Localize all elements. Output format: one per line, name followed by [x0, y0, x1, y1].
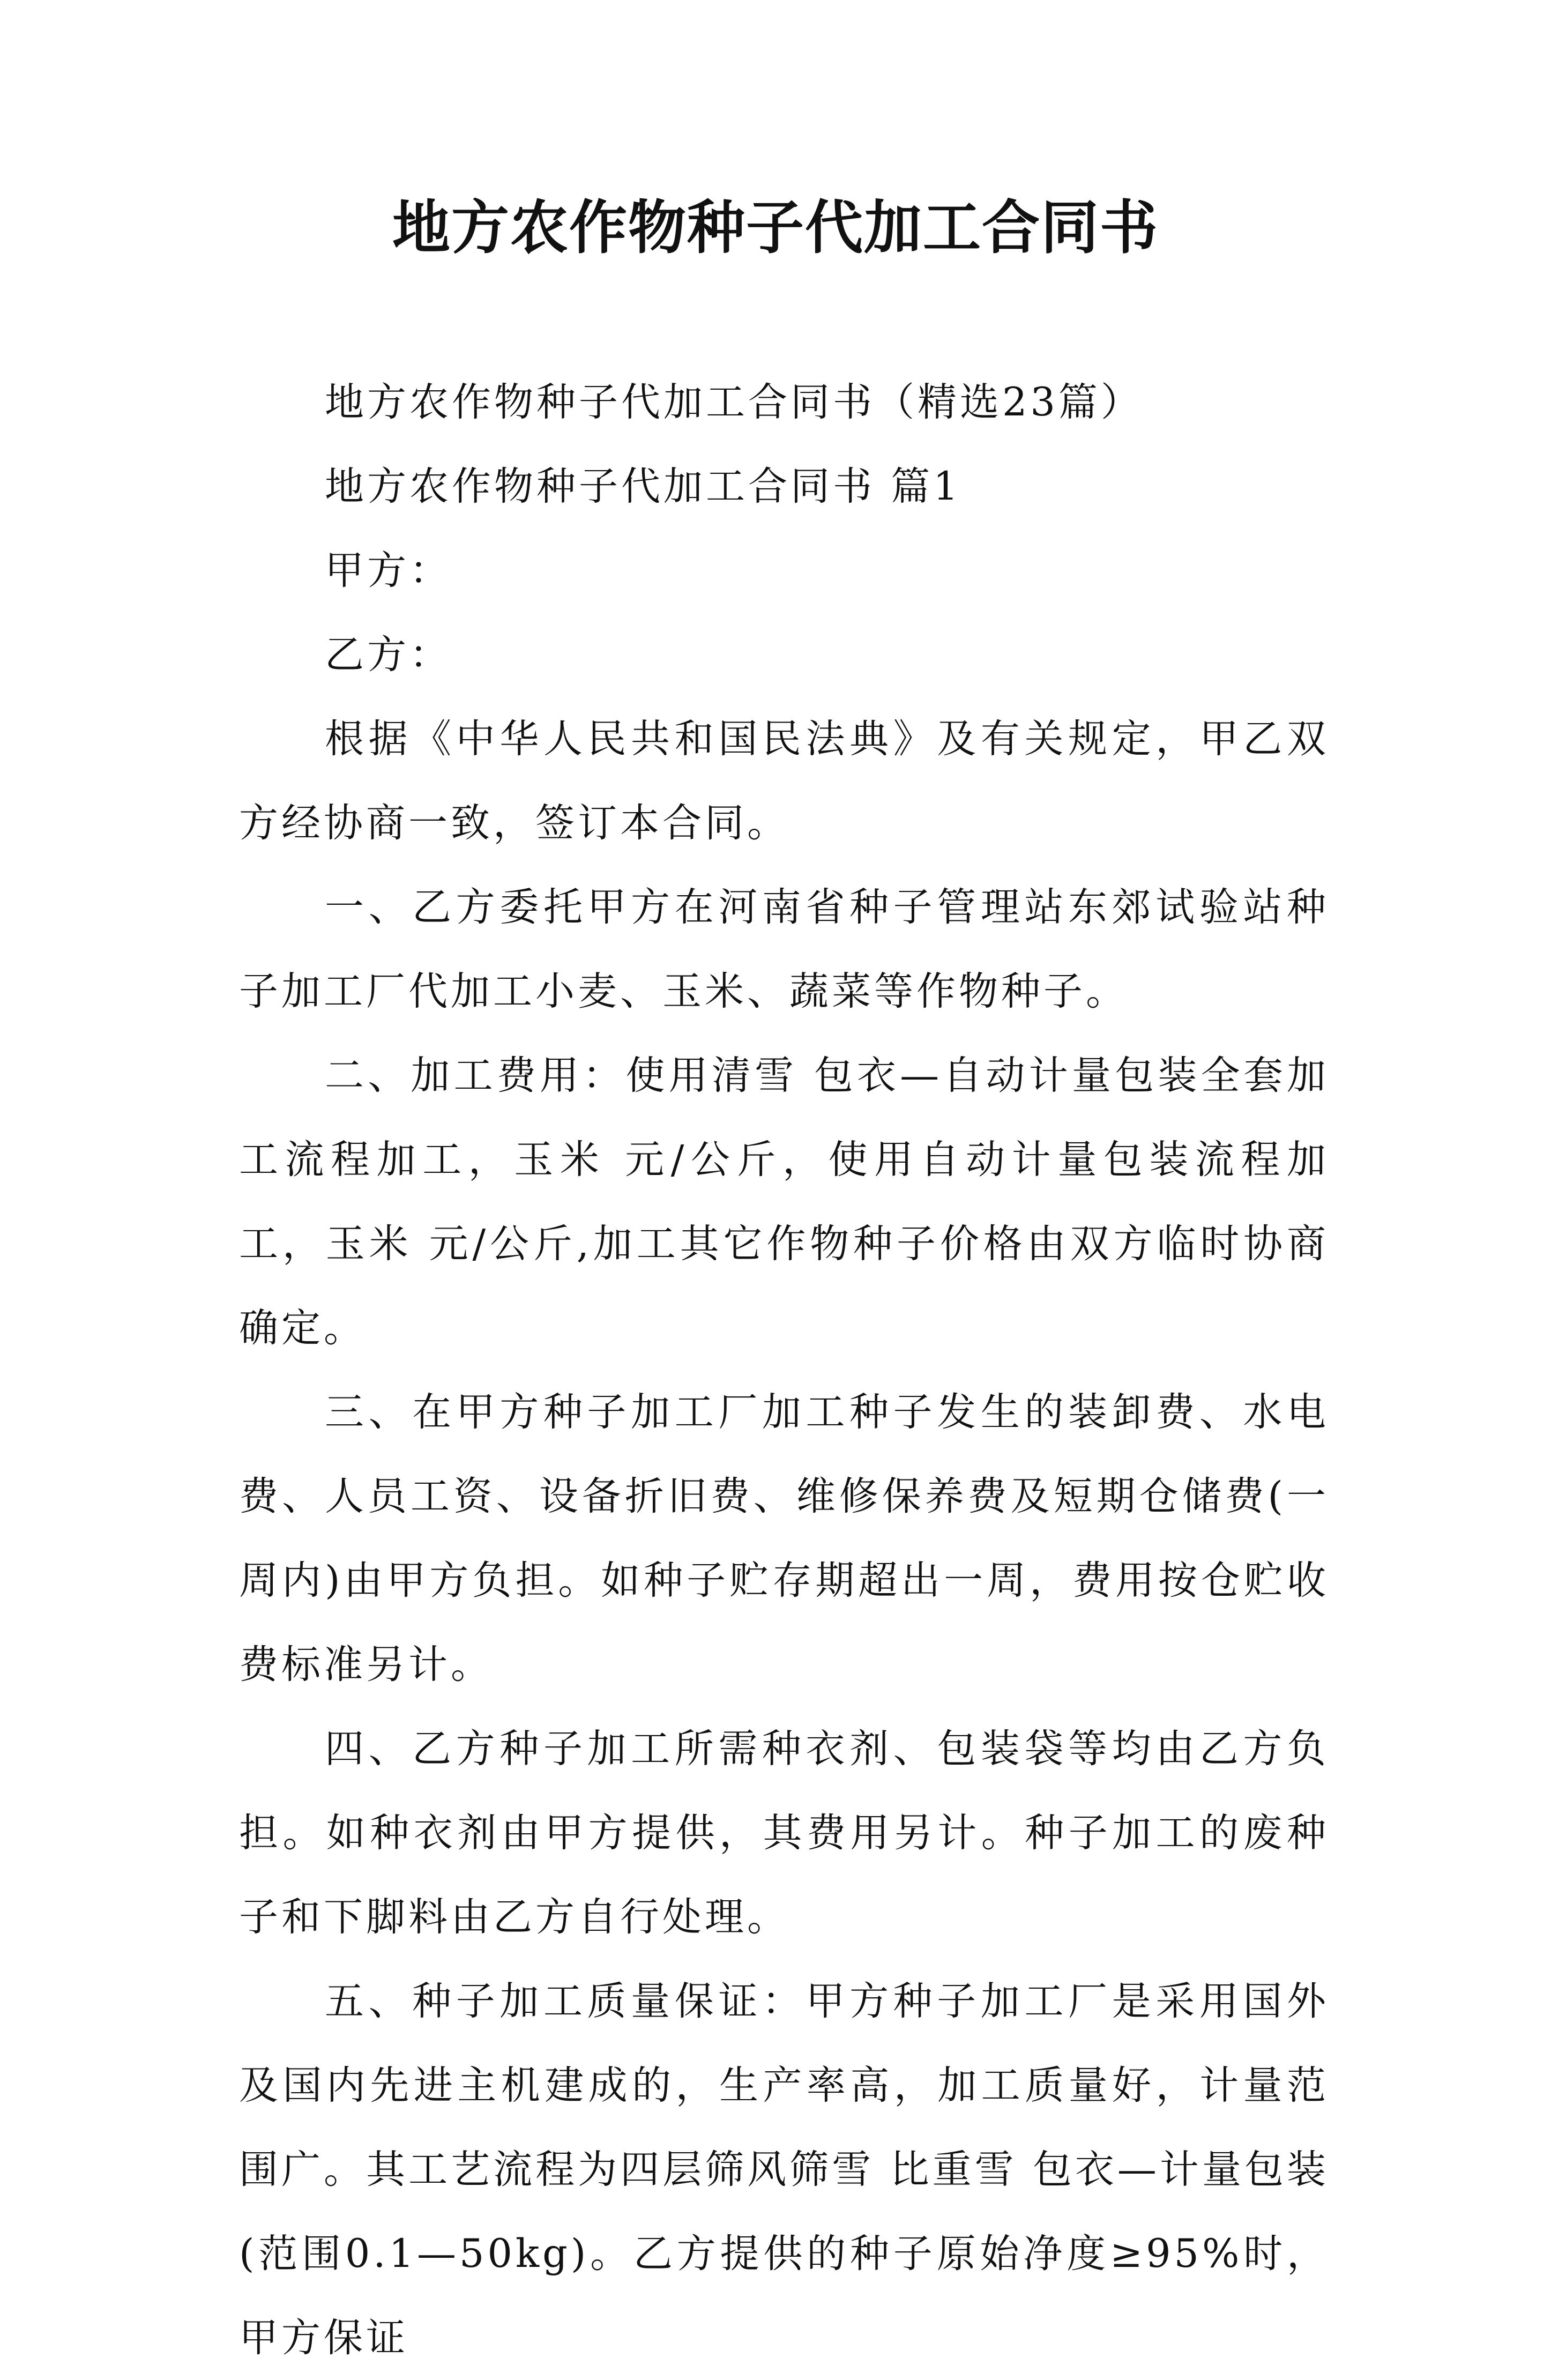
- paragraph-preamble: 根据《中华人民共和国民法典》及有关规定，甲乙双方经协商一致，签订本合同。: [239, 716, 1329, 846]
- paragraph-party-a: 甲方：: [325, 548, 452, 593]
- paragraph-clause-4: 四、乙方种子加工所需种衣剂、包装袋等均由乙方负担。如种衣剂由甲方提供，其费用另计。种子加工的废种子和下脚料由乙方自行处理。: [239, 1726, 1329, 1940]
- paragraph-clause-3: 三、在甲方种子加工厂加工种子发生的装卸费、水电费、人员工资、设备折旧费、维修保养费及短期仓储费(一周内)由甲方负担。如种子贮存期超出一周，费用按仓贮收费标准另计。: [239, 1389, 1329, 1687]
- paragraph-party-b: 乙方：: [325, 632, 452, 678]
- paragraph-clause-5: 五、种子加工质量保证：甲方种子加工厂是采用国外及国内先进主机建成的，生产率高，加工质量好，计量范围广。其工艺流程为四层筛风筛雪 比重雪 包衣—计量包装(范围0.1—50kg)。乙方提供的种子原始净度≥95%时，甲方保证: [239, 1979, 1329, 2361]
- document-title: 地方农作物种子代加工合同书: [392, 194, 1159, 262]
- document-body: [239, 360, 1329, 2380]
- paragraph-clause-1: 一、乙方委托甲方在河南省种子管理站东郊试验站种子加工厂代加工小麦、玉米、蔬菜等作物种子。: [239, 884, 1329, 1014]
- paragraph-chapter-heading: 地方农作物种子代加工合同书 篇1: [325, 464, 961, 509]
- paragraph-collection-title: 地方农作物种子代加工合同书（精选23篇）: [325, 380, 1143, 425]
- paragraph-clause-2: 二、加工费用：使用清雪 包衣—自动计量包装全套加工流程加工，玉米 元/公斤，使用自动计量包装流程加工，玉米 元/公斤,加工其它作物种子价格由双方临时协商确定。: [239, 1053, 1329, 1351]
